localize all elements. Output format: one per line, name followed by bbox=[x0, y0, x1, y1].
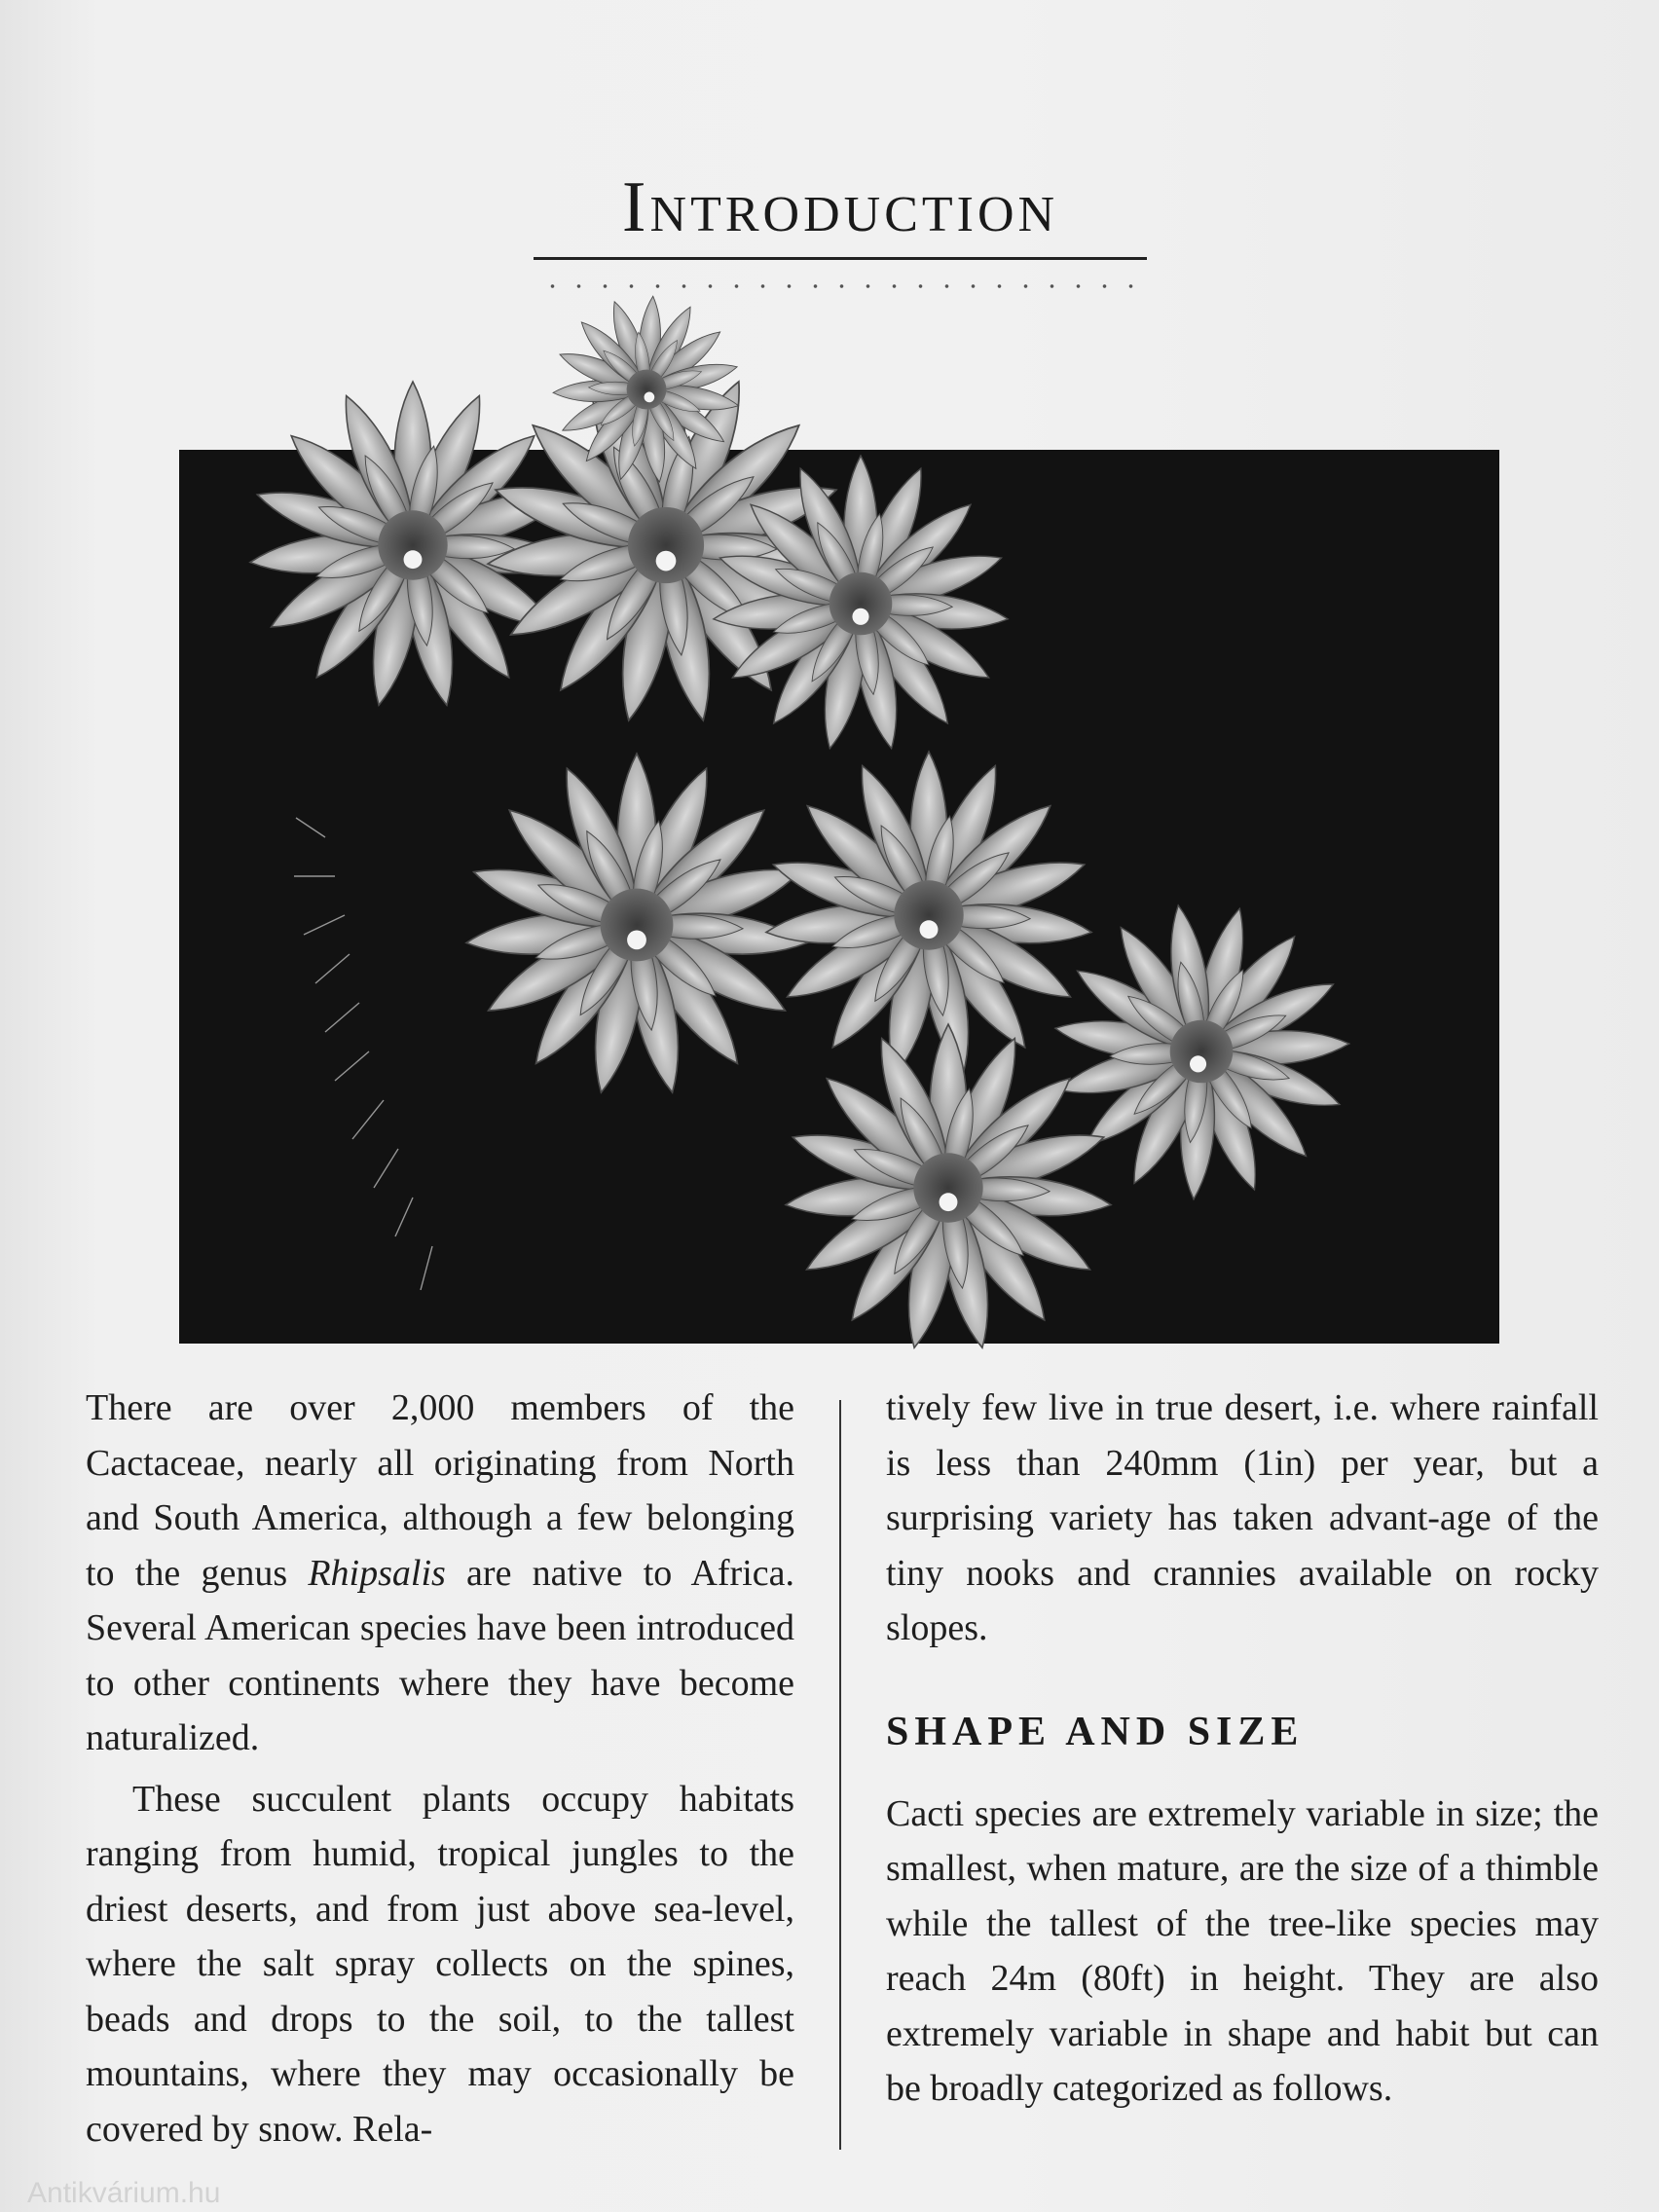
paragraph-1-end: are native to Africa. Several American species have been introduced to other continents where they have become naturalized. bbox=[86, 1552, 794, 1758]
paragraph-3: tively few live in true desert, i.e. where rainfall is less than 240mm (1in) per year, but a surprising variety has taken advant-age of the tiny nooks and crannies available on rocky slopes. bbox=[886, 1387, 1599, 1648]
paragraph-2: These succulent plants occupy habitats ranging from humid, tropical jungles to the driest deserts, and from just above sea-level, where the salt spray collects on the spines, beads and drops to the soil, to the tallest mountains, where they may occasionally be covered by snow. Rela- bbox=[86, 1778, 794, 2150]
paragraph-1 bbox=[86, 1381, 794, 1766]
section-heading: SHAPE AND SIZE bbox=[886, 1709, 1305, 1754]
right-text-column bbox=[886, 1381, 1599, 2117]
column-divider bbox=[839, 1400, 841, 2150]
paragraph-4: Cacti species are extremely variable in size; the smallest, when mature, are the size of a thimble while the tallest of the tree-like species may reach 24m (80ft) in height. They are also extremely variable in shape and habit but can be broadly categorized as follows. bbox=[886, 1792, 1599, 2109]
title-dotted-rule bbox=[534, 282, 1147, 290]
paragraph-1-start: There are over 2,000 members of the Cactaceae, nearly all originating from North and South America, although a few belonging to the genus bbox=[86, 1387, 794, 1594]
genus-name: Rhipsalis bbox=[308, 1552, 446, 1594]
page-title: Introduction bbox=[621, 167, 1059, 247]
watermark: Antikvárium.hu bbox=[27, 2177, 221, 2209]
title-underline bbox=[534, 257, 1147, 260]
left-text-column bbox=[86, 1381, 794, 2157]
cactus-flower-photo bbox=[179, 331, 1499, 1344]
